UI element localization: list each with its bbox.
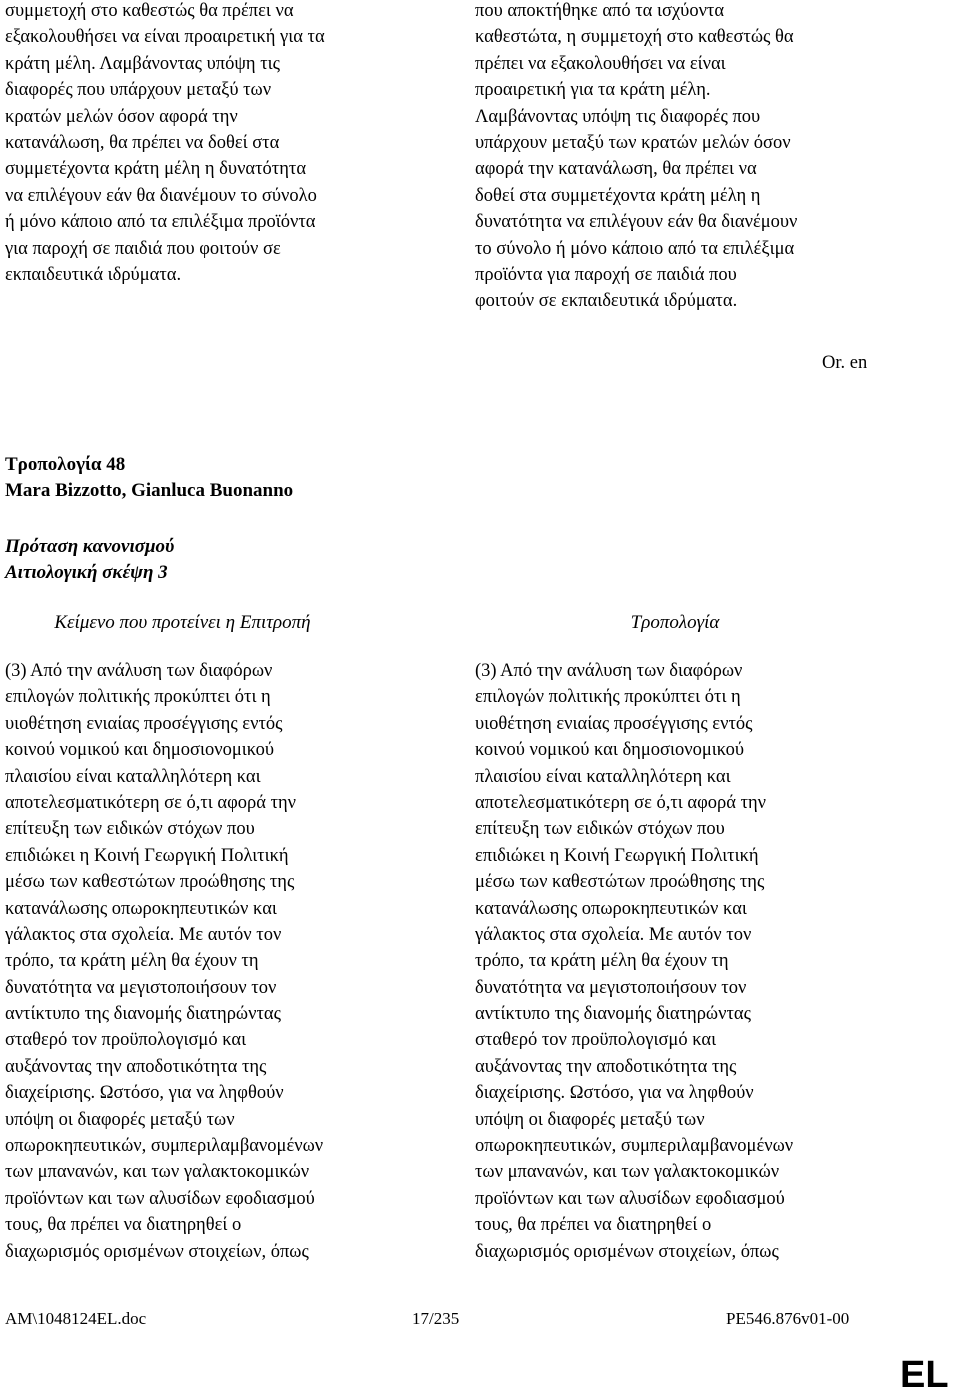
commission-text-heading: Κείμενο που προτείνει η Επιτροπή (54, 612, 311, 633)
amendment-authors: Mara Bizzotto, Gianluca Buonanno (5, 480, 294, 501)
text-line: συμμετοχή στο καθεστώς θα πρέπει να (5, 1, 294, 21)
text-line: κράτη μέλη. Λαμβάνοντας υπόψη τις (5, 53, 280, 74)
text-line: επίτευξη των ειδικών στόχων που (475, 819, 725, 840)
text-line: για παροχή σε παιδιά που φοιτούν σε (5, 238, 281, 259)
text-line: δυνατότητα να επιλέγουν εάν θα διανέμουν (475, 212, 798, 233)
text-line: προαιρετική για τα κράτη μέλη. (475, 80, 711, 101)
text-line: εξακολουθήσει να είναι προαιρετική για τα (5, 27, 325, 48)
text-line: πρέπει να εξακολουθήσει να είναι (475, 53, 726, 74)
text-line: που αποκτήθηκε από τα ισχύοντα (475, 1, 725, 21)
footer-pe-reference: PE546.876v01-00 (726, 1309, 850, 1328)
text-line: των μπανανών, και των γαλακτοκομικών (5, 1162, 310, 1183)
text-line: καθεστώτα, η συμμετοχή στο καθεστώς θα (475, 27, 794, 48)
text-line: δυνατότητα να μεγιστοποιήσουν τον (5, 977, 277, 998)
recital-reference: Αιτιολογική σκέψη 3 (5, 562, 168, 583)
text-line: ή μόνο κάποιο από τα επιλέξιμα προϊόντα (5, 212, 316, 233)
original-language: Or. en (822, 353, 868, 373)
text-line: διαχωρισμός ορισμένων στοιχείων, όπως (5, 1241, 309, 1262)
text-line: γάλακτος στα σχολεία. Με αυτόν τον (5, 924, 282, 945)
language-mark: EL (900, 1354, 949, 1396)
text-line: φοιτούν σε εκπαιδευτικά ιδρύματα. (475, 291, 738, 312)
text-line: γάλακτος στα σχολεία. Με αυτόν τον (475, 924, 752, 945)
text-line: οπωροκηπευτικών, συμπεριλαμβανομένων (475, 1136, 794, 1157)
text-line: αυξάνοντας την αποδοτικότητα της (475, 1056, 737, 1077)
proposal-header (5, 534, 174, 586)
top-right-continuation (475, 0, 797, 315)
text-line: Λαμβάνοντας υπόψη τις διαφορές που (475, 106, 761, 127)
text-line: (3) Από την ανάλυση των διαφόρων (475, 661, 743, 681)
text-line: κοινού νομικού και δημοσιονομικού (5, 740, 275, 761)
text-line: υιοθέτηση ενιαίας προσέγγισης εντός (5, 713, 283, 734)
text-line: οπωροκηπευτικών, συμπεριλαμβανομένων (5, 1136, 324, 1157)
proposal-title: Πρόταση κανονισμού (5, 536, 175, 557)
text-line: διαχείρισης. Ωστόσο, για να ληφθούν (475, 1083, 754, 1104)
text-line: υπόψη οι διαφορές μεταξύ των (475, 1109, 705, 1130)
text-line: αποτελεσματικότερη σε ό,τι αφορά την (5, 792, 297, 813)
text-line: διαχωρισμός ορισμένων στοιχείων, όπως (475, 1241, 779, 1262)
text-line: κατανάλωσης οπωροκηπευτικών και (475, 898, 747, 919)
text-line: κοινού νομικού και δημοσιονομικού (475, 740, 745, 761)
text-line: επιλογών πολιτικής προκύπτει ότι η (475, 687, 741, 708)
text-line: αντίκτυπο της διανομής διατηρώντας (5, 1004, 281, 1025)
text-line: αφορά την κατανάλωση, θα πρέπει να (475, 159, 757, 180)
text-line: τους, θα πρέπει να διατηρηθεί ο (475, 1215, 712, 1236)
top-left-continuation (5, 0, 325, 288)
text-line: κατανάλωση, θα πρέπει να δοθεί στα (5, 132, 280, 153)
text-line: το σύνολο ή μόνο κάποιο από τα επιλέξιμα (475, 238, 795, 259)
text-line: δοθεί στα συμμετέχοντα κράτη μέλη η (475, 185, 761, 206)
text-line: διαχείρισης. Ωστόσο, για να ληφθούν (5, 1083, 284, 1104)
text-line: τρόπο, τα κράτη μέλη θα έχουν τη (5, 951, 259, 972)
text-line: μέσω των καθεστώτων προώθησης της (475, 872, 765, 893)
text-line: αποτελεσματικότερη σε ό,τι αφορά την (475, 792, 767, 813)
text-line: επιδιώκει η Κοινή Γεωργική Πολιτική (475, 845, 759, 866)
text-line: επιδιώκει η Κοινή Γεωργική Πολιτική (5, 845, 289, 866)
text-line: πλαισίου είναι καταλληλότερη και (5, 766, 261, 787)
text-line: δυνατότητα να μεγιστοποιήσουν τον (475, 977, 747, 998)
footer-page-number: 17/235 (412, 1309, 460, 1328)
commission-text-body (5, 658, 323, 1265)
text-line: τρόπο, τα κράτη μέλη θα έχουν τη (475, 951, 729, 972)
text-line: σταθερό τον προϋπολογισμό και (475, 1030, 717, 1051)
text-line: τους, θα πρέπει να διατηρηθεί ο (5, 1215, 242, 1236)
text-line: αντίκτυπο της διανομής διατηρώντας (475, 1004, 751, 1025)
text-line: κρατών μελών όσον αφορά την (5, 106, 238, 127)
footer-doc-reference: AM\1048124EL.doc (5, 1309, 147, 1328)
text-line: να επιλέγουν εάν θα διανέμουν το σύνολο (5, 185, 317, 206)
text-line: σταθερό τον προϋπολογισμό και (5, 1030, 247, 1051)
text-line: υπόψη οι διαφορές μεταξύ των (5, 1109, 235, 1130)
text-line: πλαισίου είναι καταλληλότερη και (475, 766, 731, 787)
text-line: εκπαιδευτικά ιδρύματα. (5, 264, 182, 285)
text-line: μέσω των καθεστώτων προώθησης της (5, 872, 295, 893)
text-line: συμμετέχοντα κράτη μέλη η δυνατότητα (5, 159, 307, 180)
amendment-title: Τροπολογία 48 (5, 454, 126, 475)
text-line: προϊόντων και των αλυσίδων εφοδιασμού (475, 1188, 785, 1209)
text-line: των μπανανών, και των γαλακτοκομικών (475, 1162, 780, 1183)
amendment-text-heading: Τροπολογία (630, 612, 720, 633)
amendment-text-body (475, 658, 793, 1265)
text-line: υπάρχουν μεταξύ των κρατών μελών όσον (475, 132, 791, 153)
text-line: (3) Από την ανάλυση των διαφόρων (5, 661, 273, 681)
text-line: αυξάνοντας την αποδοτικότητα της (5, 1056, 267, 1077)
text-line: προϊόντων και των αλυσίδων εφοδιασμού (5, 1188, 315, 1209)
amendment-header (5, 452, 293, 504)
text-line: επίτευξη των ειδικών στόχων που (5, 819, 255, 840)
text-line: κατανάλωσης οπωροκηπευτικών και (5, 898, 277, 919)
text-line: επιλογών πολιτικής προκύπτει ότι η (5, 687, 271, 708)
text-line: διαφορές που υπάρχουν μεταξύ των (5, 80, 272, 101)
text-line: υιοθέτηση ενιαίας προσέγγισης εντός (475, 713, 753, 734)
text-line: προϊόντα για παροχή σε παιδιά που (475, 264, 737, 285)
